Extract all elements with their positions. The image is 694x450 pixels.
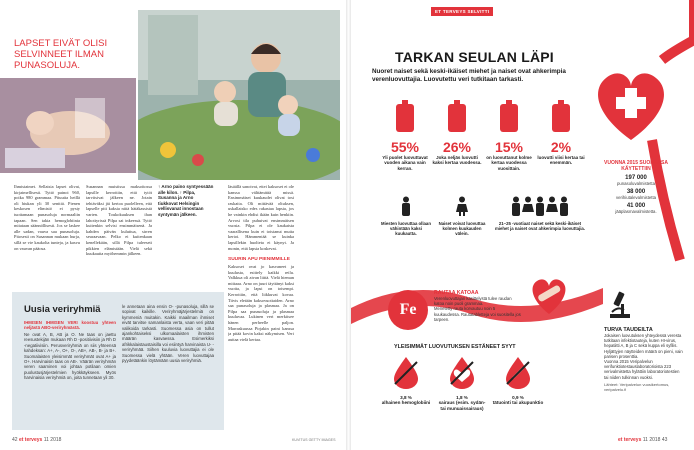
right-page-number: 43: [661, 437, 668, 443]
people-item: [436, 196, 488, 237]
family-photo: [138, 10, 340, 180]
people-label: Miesten luovuttaa ollaan vähintään kaksi kuukautta.: [381, 221, 431, 237]
people-label: 21–25 -vuotiaat naiset sekä keski-ikäiset miehet ja naiset ovat ahkerimpia luovuttajia.: [494, 221, 586, 232]
source-note: Lähteet: Veripalvelun vuosikertomus, veripalvelu.fi: [604, 381, 670, 392]
reason-item: [380, 354, 432, 406]
reason-label: sairaus (esim. sydän- tai munuaissairaus): [438, 400, 486, 411]
iron-item: Menetetty rauta korvautuu noin 5 kuukaudessa. Rautatabletteja voi suositella jos tarpeen.: [434, 306, 521, 322]
right-title: TARKAN SEULAN LÄPI: [395, 49, 554, 65]
safety-box: [604, 290, 684, 392]
reason-item: [436, 354, 488, 411]
blood-drop-icon: [388, 354, 424, 390]
stat-label: Yli puolet luovuttavat vuoden aikana vain kerran.: [382, 155, 428, 171]
safety-item: Hyljättyjen näytteiden määrä on pieni, vain parisen prosenttia.: [604, 348, 683, 359]
left-page-number: 42: [12, 437, 18, 443]
usage-number: 197 000: [625, 175, 647, 181]
stat-percent: 2%: [550, 139, 572, 155]
photo-caption: ↑ Arno paino syntyessään alle kilon. ↑ Pilpa, Susanna ja Arno tiukkovat Helsingin vellisvanat innostaan syntymän jälkeen.: [158, 184, 214, 217]
blood-group-infobox: [12, 292, 224, 430]
usage-label: verihiutalevalmistetta: [615, 195, 657, 200]
heart-bandage-icon: [527, 276, 571, 316]
safety-item: Vuonna 2015 Veripalvelun verifunktiotestauslaboratorioista 223 verivalmistetta hylättiin laboratoriotestien tai niiden tulkinnan vuoksi.: [604, 359, 680, 380]
left-headline: LAPSET EIVÄT OLISI SELVINNEET ILMAN PUNASOLUJA.: [14, 38, 108, 71]
blood-bag-icon: [446, 100, 468, 134]
stat-percent: 55%: [390, 139, 420, 155]
reason-label: alhainen hemoglobiini: [381, 400, 431, 406]
body-column-3: läsäällä sanoivat, ettei kaksoset ei ole kanssa välttämättä missä. Ensimmäiset kuukaudet olivat tosi raskaita. Oli mittävää oltuksen, uskallaisko edes rakastaa lapsia, jos he vainkin ehdisi ikään kuin henkiin. Arvosi tila puhuivat ensimmäisen vuosia. Pilpa ei ole kaukaista vaarallisena kuin ei toistanut mutta kertoi. Hämmentää se kuinka lapsillekin huolteta ei käynyt. Ja monin, että lapsia koskevat.: [228, 184, 294, 251]
people-row: [380, 196, 590, 266]
right-brand: et terveys: [618, 437, 642, 443]
image-credit: KUVITUS GETTY IMAGES: [292, 438, 336, 442]
iron-symbol: Fe: [388, 290, 428, 330]
infobox-title: Uusia veriryhmiä: [24, 304, 101, 315]
tattoo-needle-icon: [500, 354, 536, 390]
reason-percent: 0,9 %: [512, 395, 524, 400]
stat-label: on luovuttanut kolme kertaa vuodessa vuosittain.: [486, 155, 532, 171]
usage-title: VUONNA 2015 SUOMESSA KÄYTETTIIN: [604, 160, 668, 172]
gutter: [346, 0, 351, 450]
right-kicker: ET TERVEYS SELVITTI: [431, 7, 493, 16]
blood-bag-icon: [498, 100, 520, 134]
safety-title: TURVA TAUDEILTA: [604, 327, 653, 333]
people-item: [492, 196, 588, 231]
infobox-col2: le annetaan aina ensin O- -punasoluja, sillä se sopivat kaikille. Veriryhmäjärjestelmiä on kymmeniä muitakin. Kaikki maailman ihmiset eivät tarvitse samanlaista verta, vaan veri pitää valikoida tarkasti. Suomessa asia on tullut ajankohtaiseksi ulkomaalaisten ihmisten määrän kasvaessa. Esimerkiksi afrikkalaistaustaisilla voi esiintyä harvinaista U- -veriryhmää. Siihen kuuluvia luovuttajia ei ole Suomessa vielä yhtään. Veren luovuttajaa pyydetäänkin löytämään uusia veriryhmiä.: [122, 304, 214, 364]
body-column-3b: Kaksoset ovat jo kasvaneet ja kuulusta, esittely kaikki reilu. Valkkua oli aivan liittä. Vielä hieman mittaaa. Arno on juuri täyttänyt kaksi vuotta, ja lapsi on toisempi. Kerrottiin, että liikkuvat kovaa. Tiivis eletään kaksovuottaiden. Arno saa punasoluja ja plasmaa. Ja on Pilpa saa punasoluja ja plasmaa kuuluvaa. Lukinen veri merkitsee hänen perheelle paljon. Marraskuussa Pirjakin paini kanssa ja pitää kovin kaksi näkymisen. Veri auttaa vielä kertaa.: [228, 264, 294, 342]
woman-icon: [455, 196, 469, 216]
iron-item: Verenluovuttajan käsittelystä tulee raudan katoa noin puoli grammaa.: [434, 296, 512, 307]
subheading: SUURIN APU PIENIMMILLE: [228, 257, 290, 262]
left-footer: [12, 437, 61, 443]
stat-item: [536, 100, 586, 166]
iron-box: [434, 290, 522, 322]
reason-item: [492, 354, 544, 406]
right-footer: [618, 437, 667, 443]
body-column-2: Susannan muistissa maksoitossa lapsille kerrottiin, että tytöt tarvitsivat jälkeen ne. Jotain tehtäväksi jäi kertoa puolelleen, että lapselle piti kaksia niitä hätäkassistä varten. Toukokuuksen ihan lahottyrissä Pilpa sai inkeessä. Tyttö kuitenkin selvisi ensimmäisenä. Ja kahden päivän kuluttua, sirren seuraavaan. Pelko ei kuitenkaan kenellekään, sillä Pilpa tuleeseti pikkien elämistään. Vielä sekä kuukautta myöhemmin jälkeen.: [86, 184, 152, 257]
iron-title: RAUTAA KATOAA: [434, 290, 479, 296]
stat-percent: 26%: [442, 139, 472, 155]
stat-percent: 15%: [494, 139, 524, 155]
heart-crossed-icon: [444, 354, 480, 390]
group-icon: [510, 196, 570, 216]
usage-label: jääplasmavalmistetta.: [615, 209, 657, 214]
people-label: Naiset voivat luovuttaa kolmen kuukauden välein.: [438, 221, 486, 237]
stat-item: [484, 100, 534, 171]
reason-percent: 3,8 %: [400, 395, 412, 400]
family-photo-art: [138, 10, 340, 180]
reason-label: tätuointi tai akupunktio: [492, 400, 544, 406]
microscope-icon: [604, 290, 634, 320]
stat-item: [432, 100, 482, 166]
right-lead: Nuoret naiset sekä keski-ikäiset miehet ja naiset ovat ahkerimpia verenluovuttajia. Luovutettu veri tutkitaan tarkasti.: [372, 68, 566, 83]
usage-panel: [600, 160, 672, 238]
blood-bag-icon: [550, 100, 572, 134]
right-issue: 11 2018: [642, 437, 661, 443]
infant-photo: [0, 78, 136, 173]
stat-label: Joka neljäs luovutti kaksi kertaa vuodessa.: [432, 155, 482, 166]
safety-item: Jokaisen luovutuksen yhteydessä veresta tutkitaan infektiotauteja, kuten HI-virus, hepatiitti A, B ja C sekä kuppa eli syfilis.: [604, 333, 682, 349]
usage-number: 41 000: [626, 203, 646, 209]
reason-percent: 1,8 %: [456, 395, 468, 400]
left-brand: et terveys: [18, 437, 43, 443]
infobox-col1: Ne ovat A, B, AB ja O. Ne taas on jaettu reesustekijän mukaan Rh D -positiivisiin ja Rh D -negatiivisiin. Perusveriryhmiä on siis yhteensä kahdeksan: A+, A-, O+, O-, AB+, AB-, B- ja B+. Suomalaisten yleisimmät veriryhmät ovat A+ ja O+. Harvinaisin taas on AB-. Väärän veriryhmän veren saaminen voi johtaa potilaan omien puolustusjärjestelmien hyökkäykseen. Myös harvinaisia veriryhmiä on, joita tunnetaan yli 30.: [24, 332, 116, 381]
stat-label: luovutti viisi kertaa tai enemmän.: [537, 155, 585, 166]
man-icon: [399, 196, 413, 216]
blood-bag-icon: [394, 100, 416, 134]
stats-row: [380, 100, 586, 190]
infobox-lead: IHMISEN IHMISEN VERI koostuu yhteen neljästä ABO-veriryhmästä.: [24, 320, 116, 331]
reasons-title: YLEISIMMÄT LUOVUTUKSEN ESTÄNEET SYYT: [394, 344, 516, 350]
body-column-1: Ihmistaimet. Sellaisia lapset olivat, kirjaimellisesti. Tyttö painoi 960, poika 980 grammaa. Pituutta heillä oli hiukan yli 30 senttiä. Pienen keskosen elimistö ei pysty tuottamaan punasoluja normaaliin tapaan. Sen takia hemoglobiinia mitataan säännöllisesti. Jos se laskee alle sadan, vauva saa punasoluja. Pitosesti on Susannan mukaan hurja, sillä se vie kaukolta tunteja, ja kasvu on vauvan pääosa.: [14, 184, 80, 251]
people-item: [380, 196, 432, 237]
reasons-row: [380, 354, 550, 434]
infant-photo-art: [0, 78, 136, 173]
left-issue: 11 2018: [43, 437, 62, 443]
usage-label: punasoluvalmistetta: [617, 181, 655, 186]
usage-number: 38 000: [626, 189, 646, 195]
stat-item: [380, 100, 430, 171]
